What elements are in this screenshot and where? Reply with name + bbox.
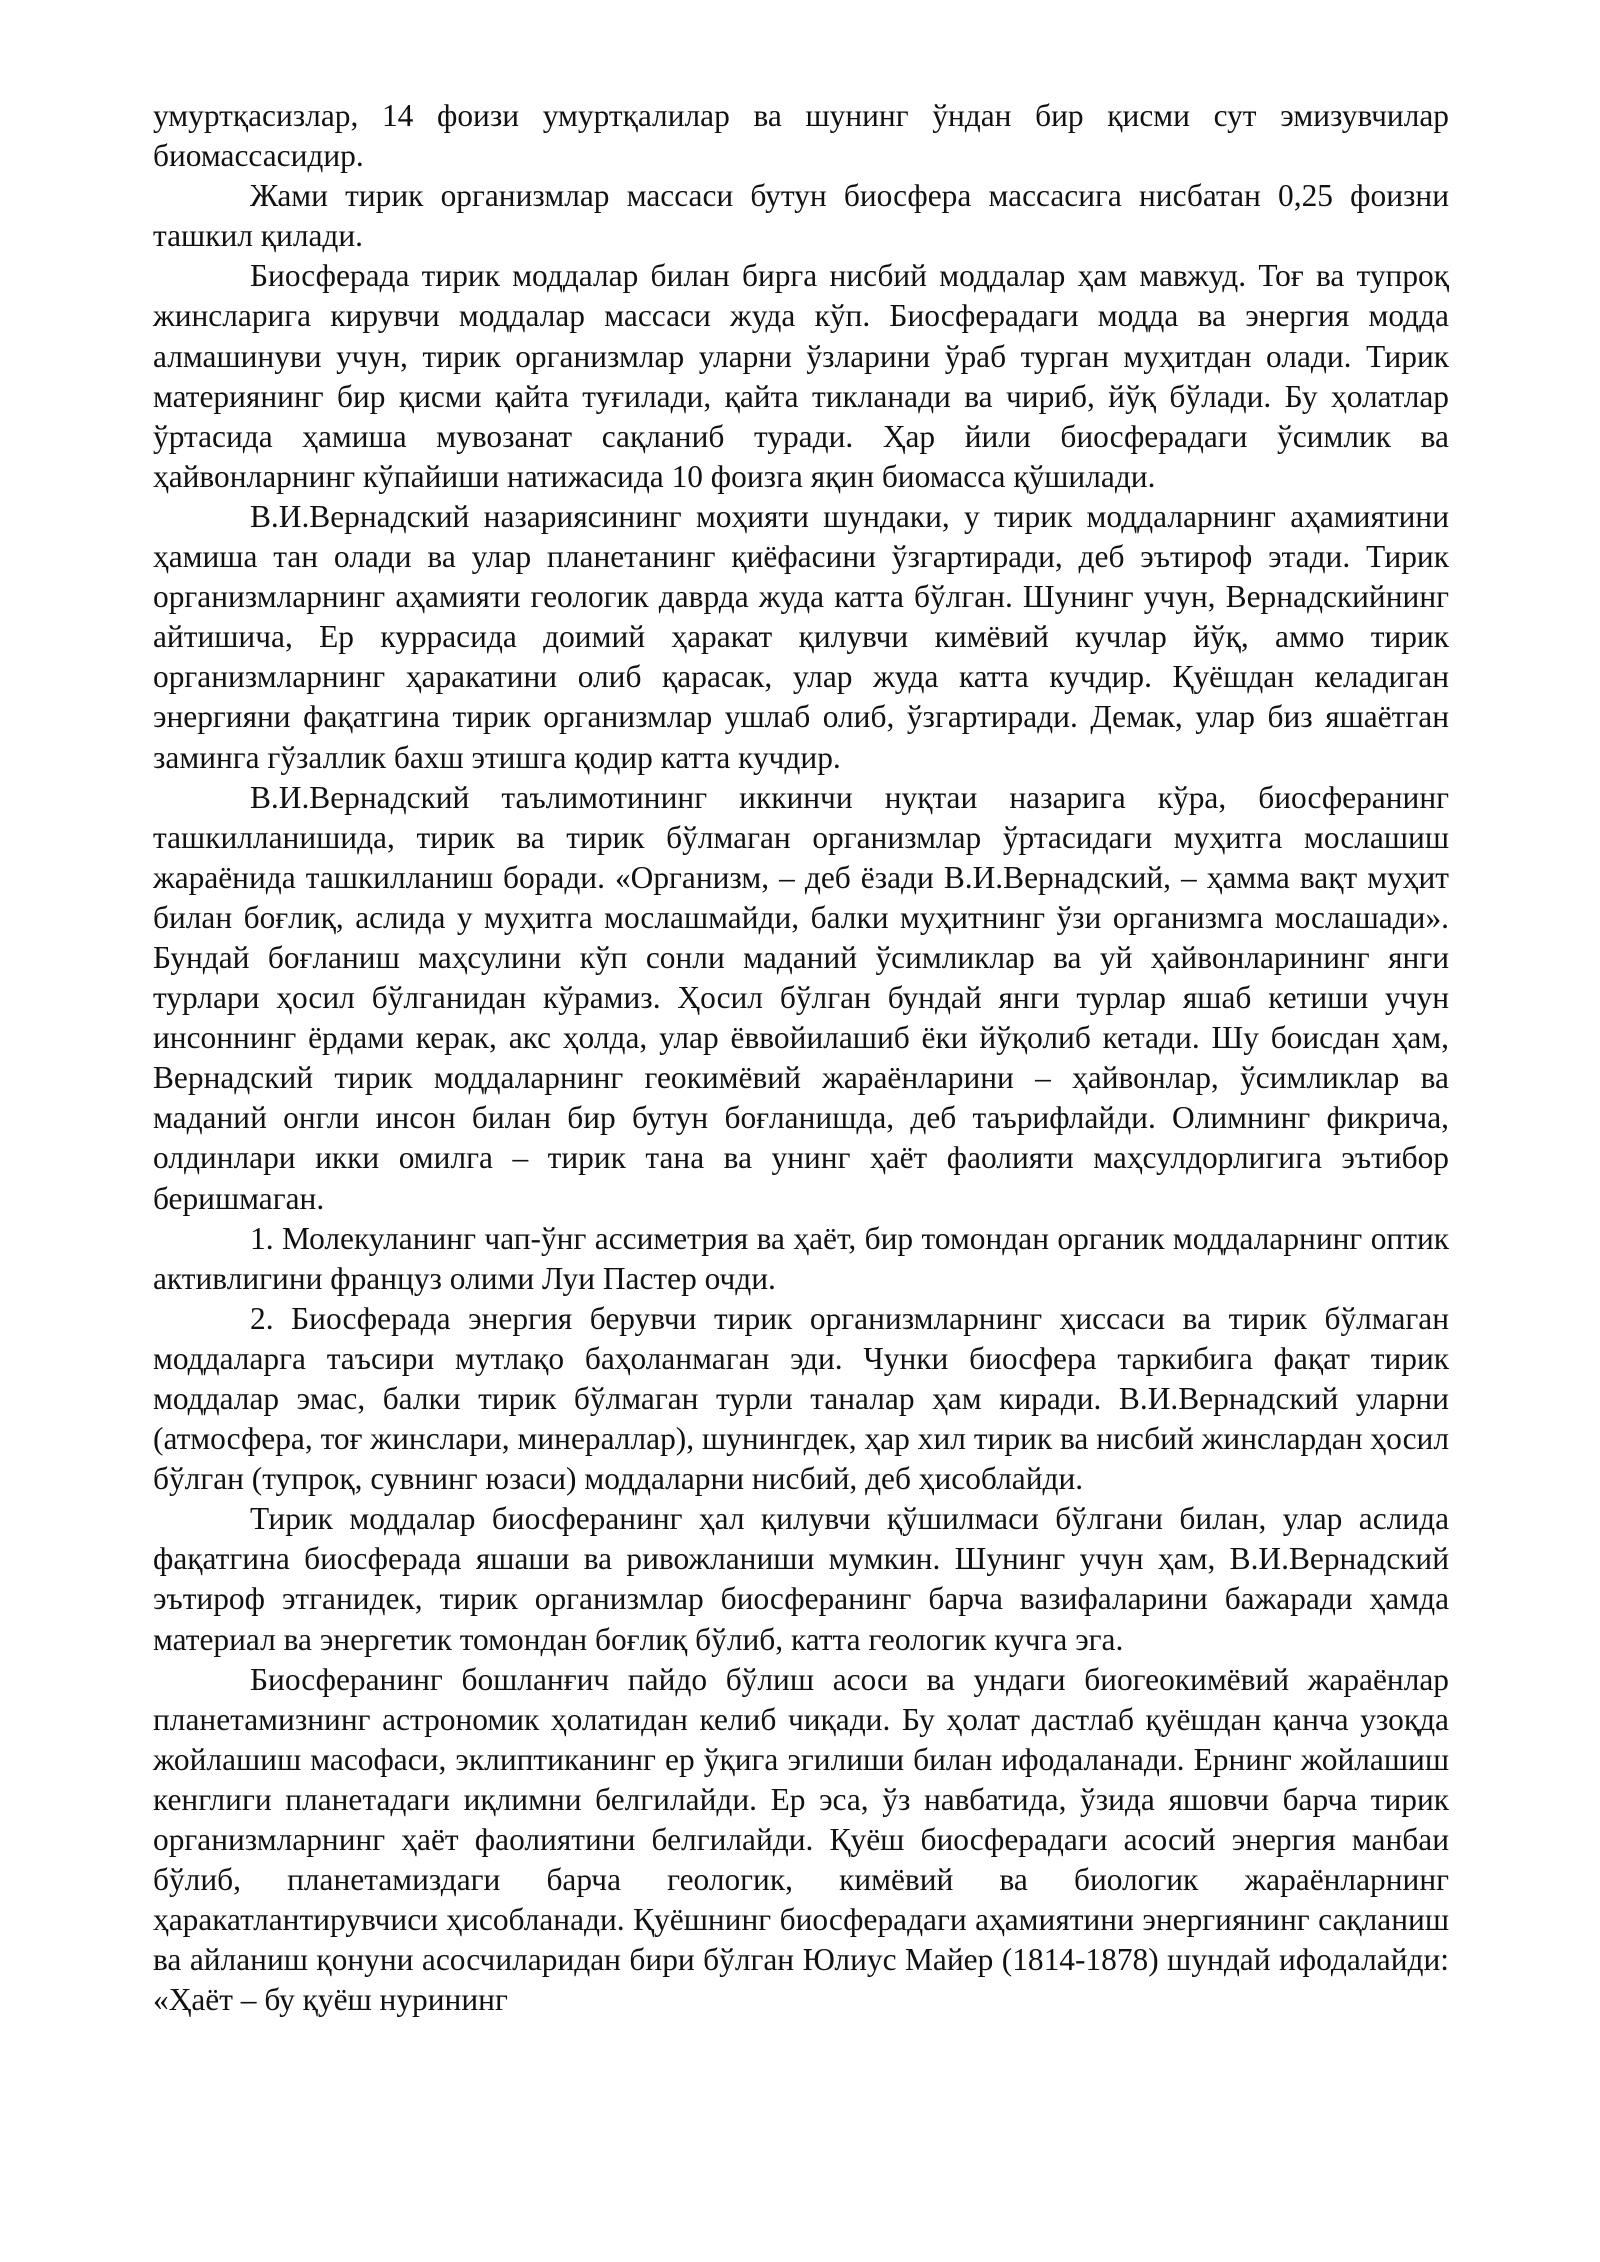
paragraph-astronomical-position: Биосферанинг бошланғич пайдо бўлиш асоси ва ундаги биогеокимёвий жараёнлар планетамизнинг астрономик ҳолатидан келиб чиқади. Бу ҳолат дастлаб қуёшдан қанча узоқда жойлашиш масофаси, эклиптиканинг ер ўқига эгилиши билан ифодаланади. Ернинг жойлашиш кенглиги планетадаги иқлимни белгилайди. Ер эса, ўз навбатида, ўзида яшовчи барча тирик организмларнинг ҳаёт фаолиятини белгилайди. Қуёш биосферадаги асосий энергия манбаи бўлиб, планетамиздаги барча геологик, кимёвий ва биологик жараёнларнинг ҳаракатлантирувчиси ҳисобланади. Қуёшнинг биосферадаги аҳамиятини энергиянинг сақланиш ва айланиш қонуни асосчиларидан бири бўлган Юлиус Майер (1814-1878) шундай ифодалайди: «Ҳаёт – бу қуёш нурининг xyxy=(153,1661,1449,2018)
paragraph-biomass-share: Жами тирик организмлар массаси бутун биосфера массасига нисбатан 0,25 фоизни ташкил қилади. xyxy=(153,178,1449,254)
paragraph-item-1: 1. Молекуланинг чап-ўнг ассиметрия ва ҳаёт, бир томондан органик моддаларнинг оптик активлигини француз олими Луи Пастер очди. xyxy=(153,1220,1449,1296)
paragraph-inert-matter: Биосферада тирик моддалар билан бирга нисбий моддалар ҳам мавжуд. Тоғ ва тупроқ жинсларига кирувчи моддалар массаси жуда кўп. Биосферадаги модда ва энергия модда алмашинуви учун, тирик организмлар уларни ўзларини ўраб турган муҳитдан олади. Тирик материянинг бир қисми қайта туғилади, қайта тикланади ва чириб, йўқ бўлади. Бу ҳолатлар ўртасида ҳамиша мувозанат сақланиб туради. Ҳар йили биосферадаги ўсимлик ва ҳайвонларнинг кўпайиши натижасида 10 фоизга яқин биомасса қўшилади. xyxy=(153,258,1449,494)
paragraph-second-point: В.И.Вернадский таълимотининг иккинчи нуқтаи назарига кўра, биосферанинг ташкилланишида, тирик ва тирик бўлмаган организмлар ўртасидаги муҳитга мослашиш жараёнида ташкилланиш боради. «Организм, – деб ёзади В.И.Вернадский, – ҳамма вақт муҳит билан боғлиқ, аслида у муҳитга мослашмайди, балки муҳитнинг ўзи организмга мослашади». Бундай боғланиш маҳсулини кўп сонли маданий ўсимликлар ва уй ҳайвонларининг янги турлари ҳосил бўлганидан кўрамиз. Ҳосил бўлган бундай янги турлар яшаб кетиши учун инсоннинг ёрдами керак, акс ҳолда, улар ёввойилашиб ёки йўқолиб кетади. Шу боисдан ҳам, Вернадский тирик моддаларнинг геокимёвий жараёнларини – ҳайвонлар, ўсимликлар ва маданий онгли инсон билан бир бутун боғланишда, деб таърифлайди. Олимнинг фикрича, олдинлари икки омилга – тирик тана ва унинг ҳаёт фаолияти маҳсулдорлигига эътибор беришмаган. xyxy=(153,779,1449,1216)
document-page xyxy=(153,96,1449,2021)
paragraph-continuation: умуртқасизлар, 14 фоизи умуртқалилар ва шунинг ўндан бир қисми сут эмизувчилар биомассасидир. xyxy=(153,98,1449,174)
paragraph-item-2: 2. Биосферада энергия берувчи тирик организмларнинг ҳиссаси ва тирик бўлмаган моддаларга таъсири мутлақо баҳоланмаган эди. Чунки биосфера таркибига фақат тирик моддалар эмас, балки тирик бўлмаган турли таналар ҳам киради. В.И.Вернадский уларни (атмосфера, тоғ жинслари, минераллар), шунингдек, ҳар хил тирик ва нисбий жинслардан ҳосил бўлган (тупроқ, сувнинг юзаси) моддаларни нисбий, деб ҳисоблайди. xyxy=(153,1300,1449,1497)
paragraph-vernadsky-theory: В.И.Вернадский назариясининг моҳияти шундаки, у тирик моддаларнинг аҳамиятини ҳамиша тан олади ва улар планетанинг қиёфасини ўзгартиради, деб эътироф этади. Тирик организмларнинг аҳамияти геологик даврда жуда катта бўлган. Шунинг учун, Вернадскийнинг айтишича, Ер куррасида доимий ҳаракат қилувчи кимёвий кучлар йўқ, аммо тирик организмларнинг ҳаракатини олиб қарасак, улар жуда катта кучдир. Қуёшдан келадиган энергияни фақатгина тирик организмлар ушлаб олиб, ўзгартиради. Демак, улар биз яшаётган заминга гўзаллик бахш этишга қодир катта кучдир. xyxy=(153,498,1449,775)
paragraph-living-matter: Тирик моддалар биосферанинг ҳал қилувчи қўшилмаси бўлгани билан, улар аслида фақатгина биосферада яшаши ва ривожланиши мумкин. Шунинг учун ҳам, В.И.Вернадский эътироф этганидек, тирик организмлар биосферанинг барча вазифаларини бажаради ҳамда материал ва энергетик томондан боғлиқ бўлиб, катта геологик кучга эга. xyxy=(153,1501,1449,1657)
